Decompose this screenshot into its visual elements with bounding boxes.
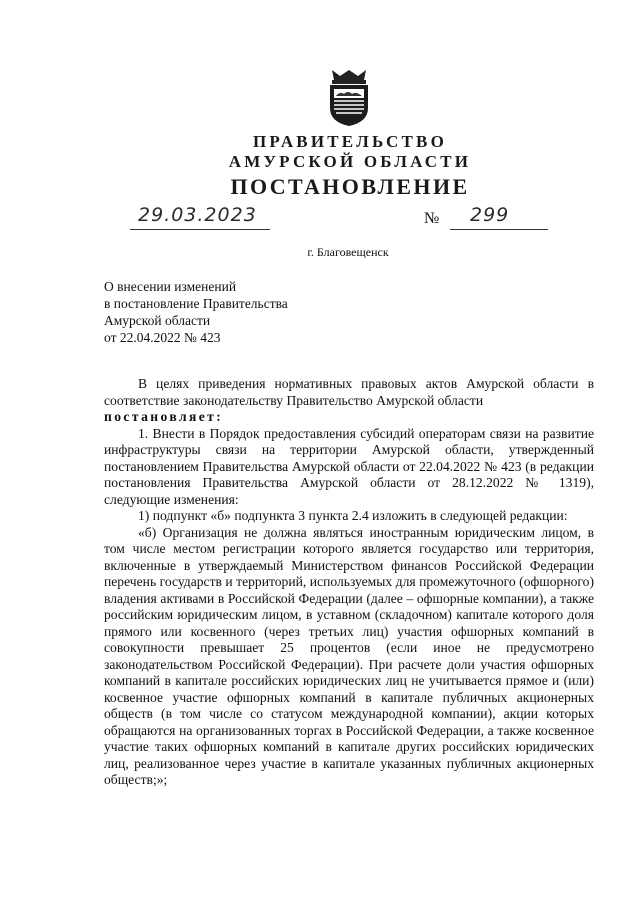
document-type-title: ПОСТАНОВЛЕНИЕ [230,174,470,199]
decree-word: постановляет: [104,409,224,424]
date-underline [130,229,270,230]
number-underline [450,229,548,230]
body-paragraph-2: 1) подпункт «б» подпункта 3 пункта 2.4 изложить в следующей редакции: [138,508,568,523]
document-date: 29.03.2023 [138,204,257,226]
document-body [104,376,594,789]
body-paragraph-3: «б) Организация не должна являться иностранным юридическим лицом, в том числе местом регистрации которого является государство или территория, включенные в утверждаемый Министерством финансов Российской Федерации перечень государств и территорий, используемых для промежуточного (офшорного) владения активами в Российской Федерации (далее – офшорные компании), а также российским юридическим лицом, в уставном (складочном) капитале которого доля прямого или косвенного (через третьих лиц) участия офшорных компаний в совокупности превышает 25 процентов (если иное не предусмотрено законодательством Российской Федерации). При расчете доли участия офшорных компаний в капитале российских юридических лиц не учитывается прямое и (или) косвенное участие офшорных компаний в капитале публичных акционерных обществ (в том числе со статусом международной компании), акции которых обращаются на организованных торгах в Российской Федерации, а также косвенное участие таких офшорных компаний в капитале других российских юридических лиц, реализованное через участие в капитале указанных публичных акционерных обществ;»; [104,524,594,787]
body-intro: В целях приведения нормативных правовых актов Амурской области в соответствие законодательству Правительство Амурской области [104,376,594,408]
government-title: ПРАВИТЕЛЬСТВО [253,132,447,151]
document-subject [104,278,288,346]
subject-line: в постановление Правительства [104,296,288,311]
body-paragraph-1: 1. Внести в Порядок предоставления субсидий операторам связи на развитие инфраструктуры связи на территории Амурской области, утвержденный постановлением Правительства Амурской области от 22.04.2022 № 423 (в редакции постановления Правительства Амурской области от 28.12.2022 № 1319), следующие изменения: [104,425,594,507]
number-sign: № [424,210,440,227]
subject-line: О внесении изменений [104,279,237,294]
subject-line: от 22.04.2022 № 423 [104,330,221,345]
region-title: АМУРСКОЙ ОБЛАСТИ [228,152,472,171]
coat-of-arms-icon [326,68,372,128]
document-number: 299 [470,204,510,226]
subject-line: Амурской области [104,313,211,328]
city-label: г. Благовещенск [307,245,389,259]
